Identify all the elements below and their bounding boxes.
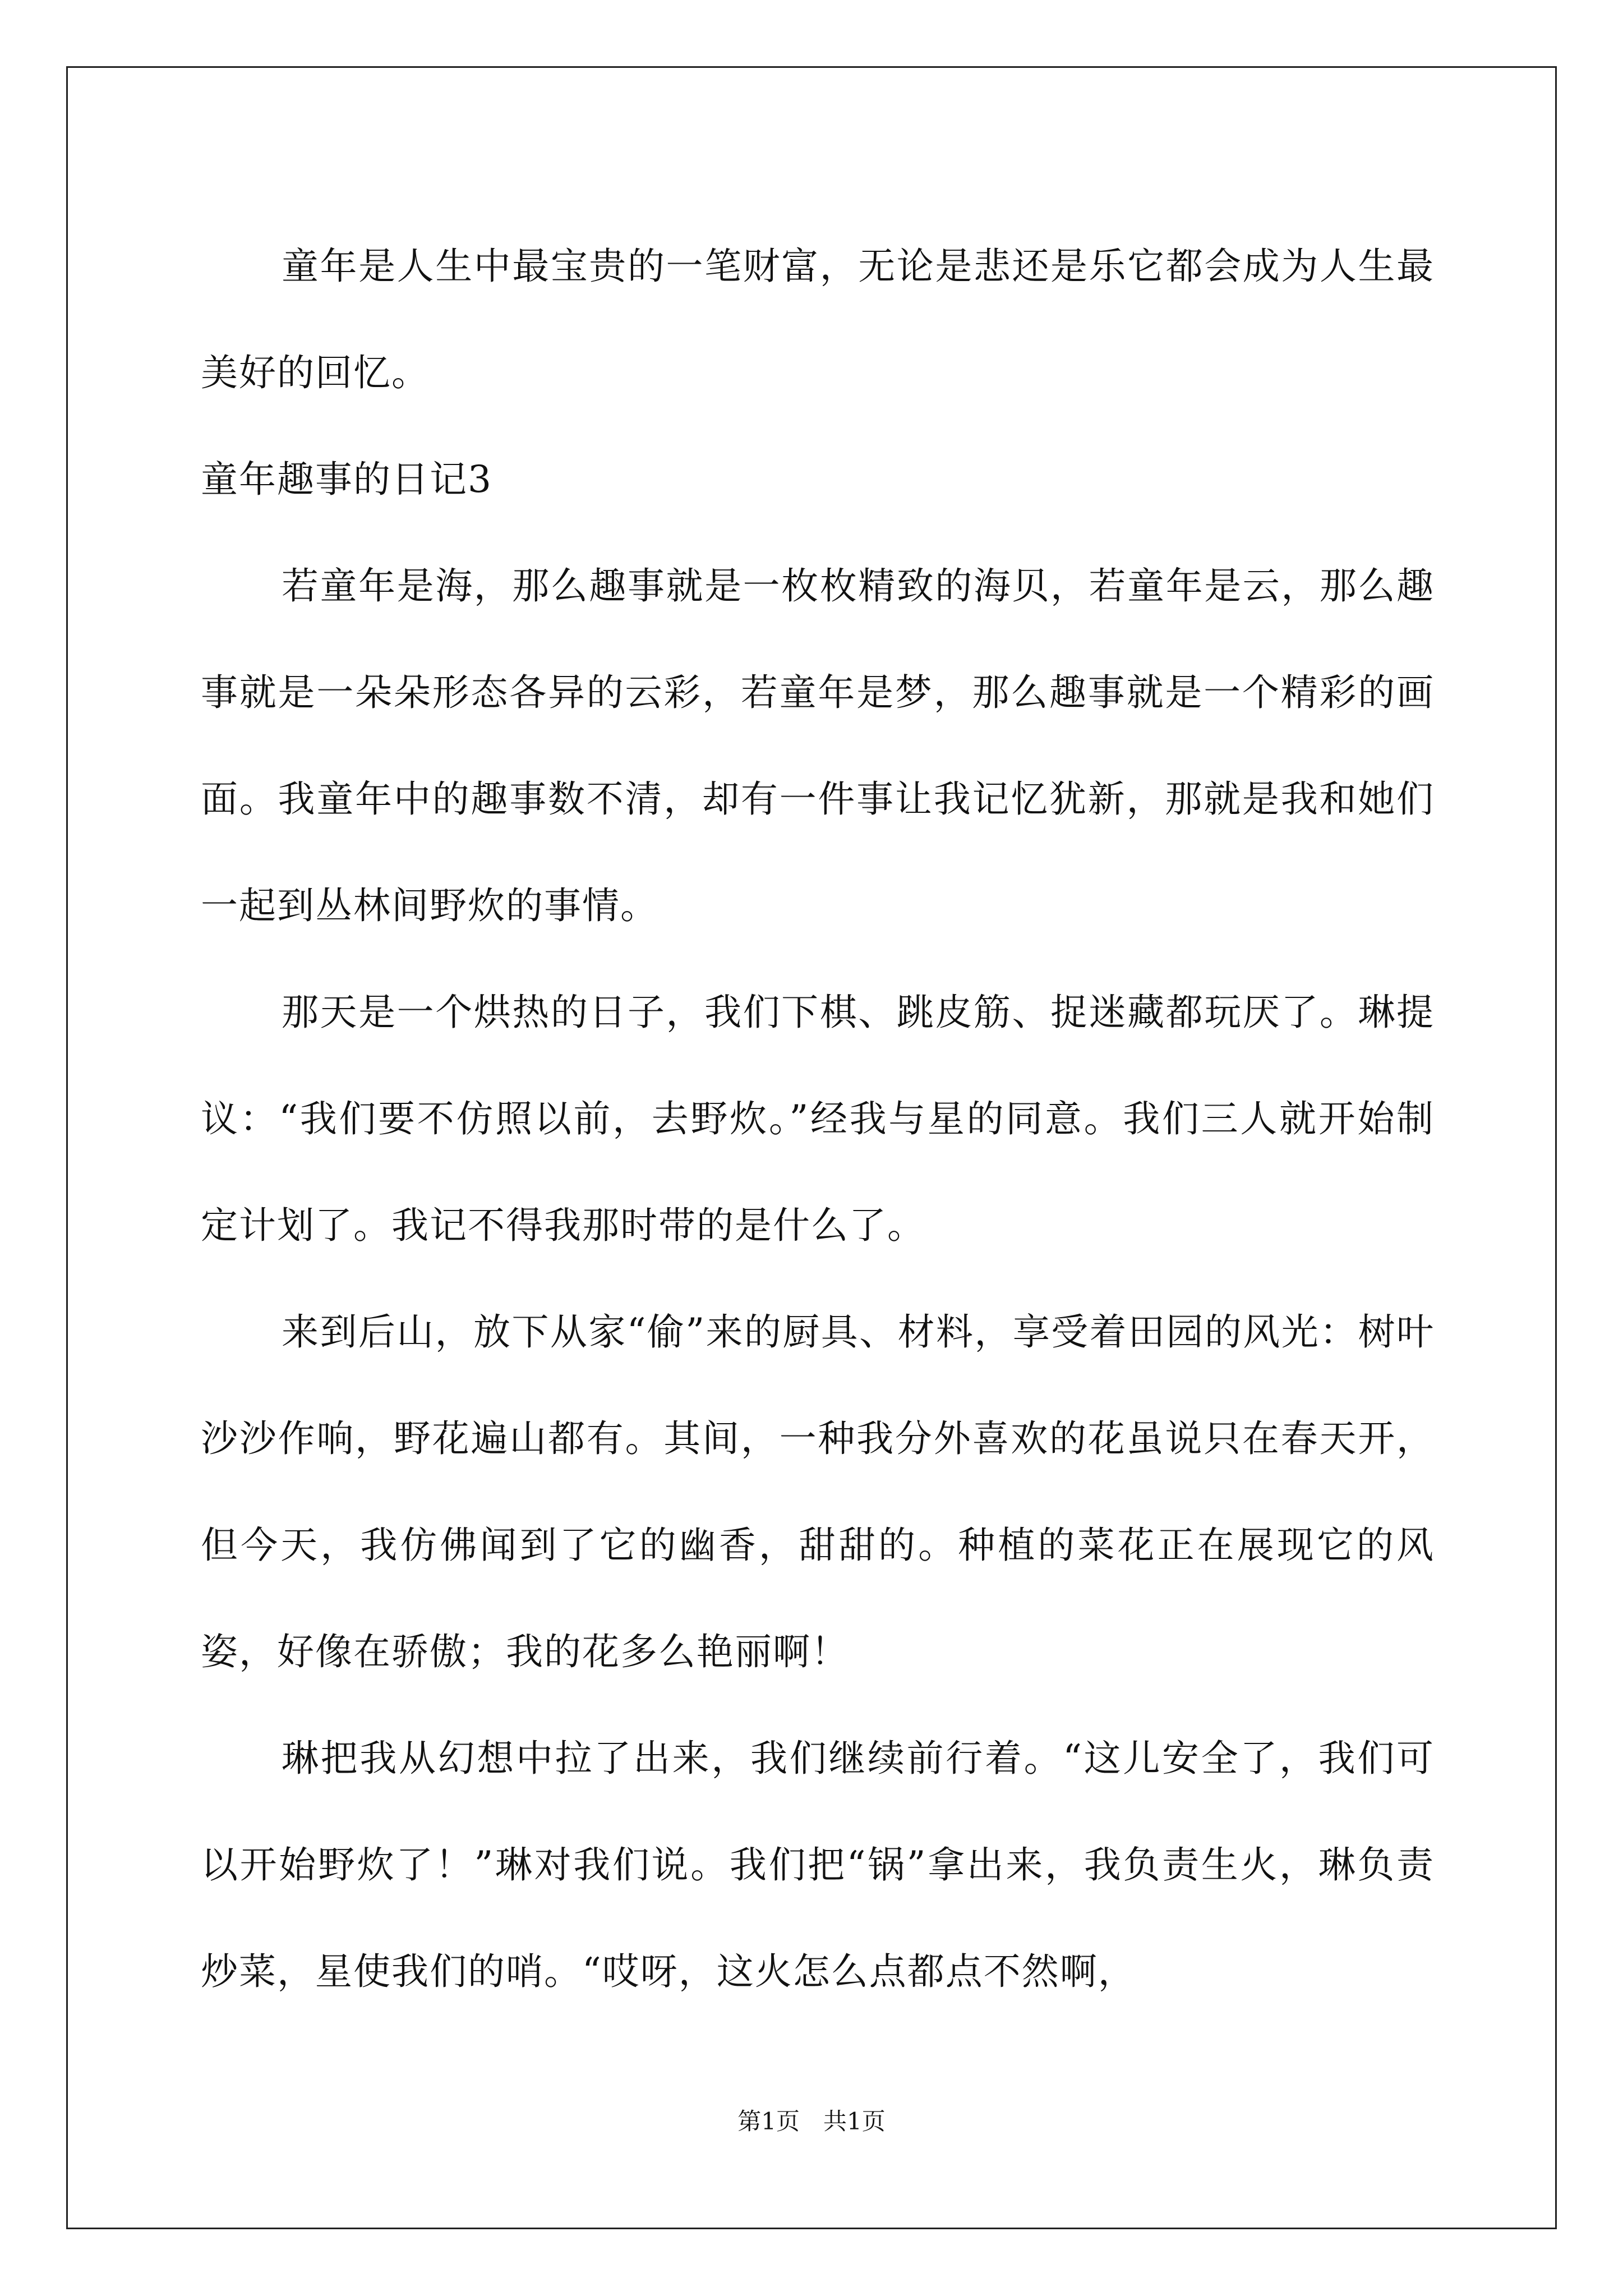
paragraph-intro: 童年是人生中最宝贵的一笔财富，无论是悲还是乐它都会成为人生最美好的回忆。 (201, 245, 1435, 394)
page-number-label: 第1页 共1页 (737, 2108, 886, 2135)
paragraph-4: 琳把我从幻想中拉了出来，我们继续前行着。“这儿安全了，我们可以开始野炊了！”琳对我们说。我们把“锅”拿出来，我负责生火，琳负责炒菜，星使我们的哨。“哎呀，这火怎么点都点不然啊， (201, 1737, 1435, 1993)
page-footer (0, 2105, 1623, 2138)
paragraph-1: 若童年是海，那么趣事就是一枚枚精致的海贝，若童年是云，那么趣事就是一朵朵形态各异的云彩，若童年是梦，那么趣事就是一个精彩的画面。我童年中的趣事数不清，却有一件事让我记忆犹新，那就是我和她们一起到丛林间野炊的事情。 (201, 564, 1435, 927)
paragraph-3: 来到后山，放下从家“偷”来的厨具、材料，享受着田园的风光：树叶沙沙作响，野花遍山都有。其间，一种我分外喜欢的花虽说只在春天开，但今天，我仿佛闻到了它的幽香，甜甜的。种植的菜花正在展现它的风姿，好像在骄傲；我的花多么艳丽啊！ (201, 1310, 1435, 1673)
document-body (201, 213, 1435, 2025)
paragraph-2: 那天是一个烘热的日子，我们下棋、跳皮筋、捉迷藏都玩厌了。琳提议：“我们要不仿照以前，去野炊。”经我与星的同意。我们三人就开始制定计划了。我记不得我那时带的是什么了。 (201, 991, 1435, 1247)
section-heading: 童年趣事的日记3 (201, 458, 492, 501)
